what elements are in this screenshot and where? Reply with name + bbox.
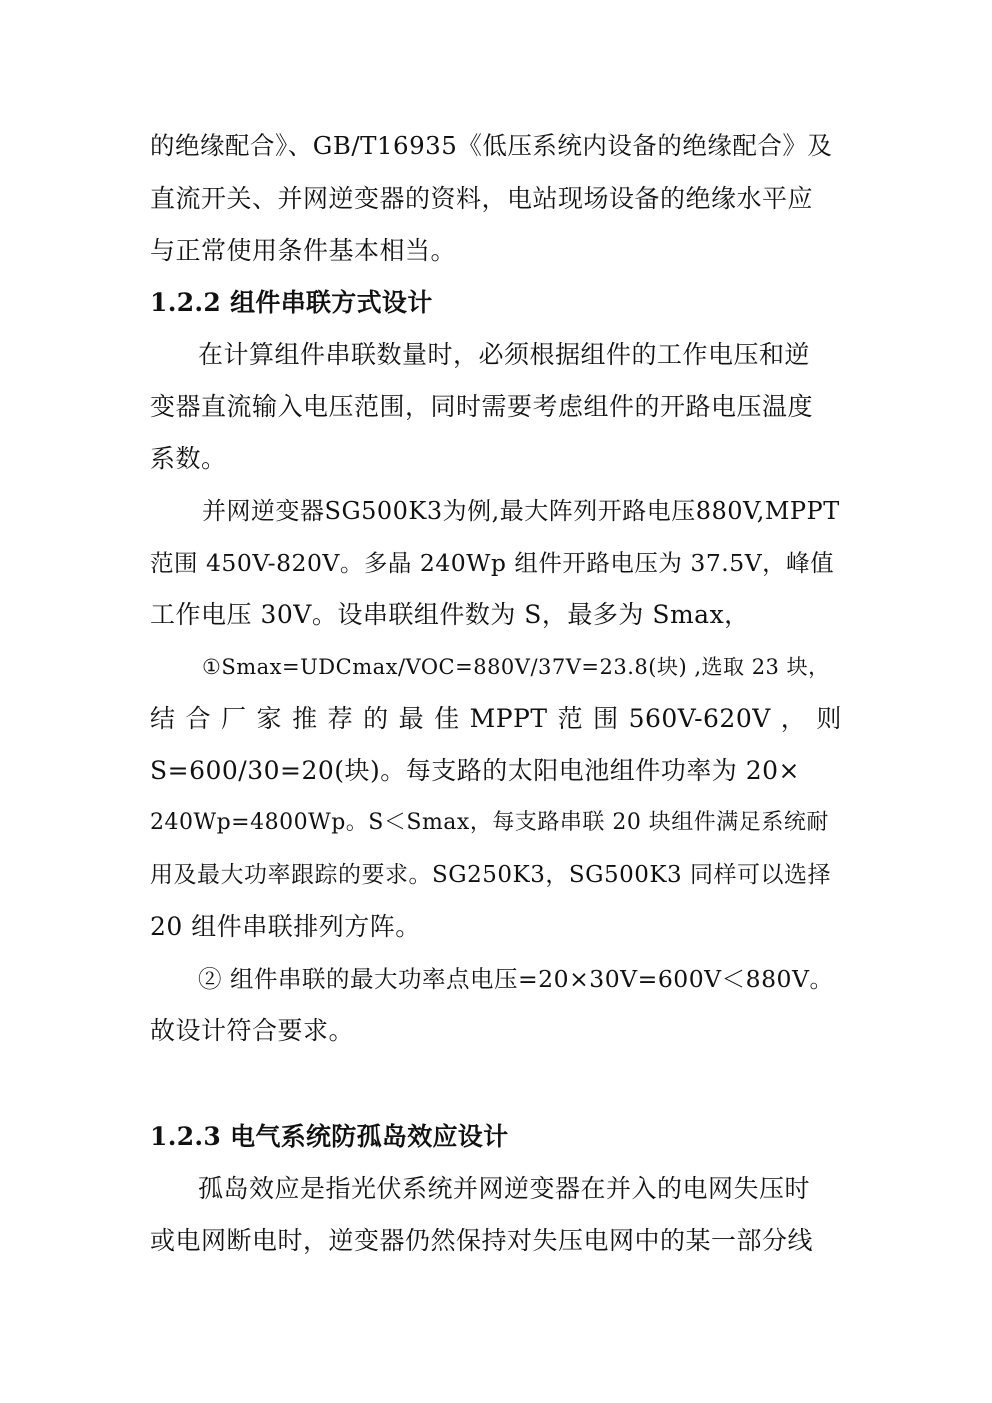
paragraph-line: 变器直流输入电压范围，同时需要考虑组件的开路电压温度 bbox=[150, 392, 814, 421]
word: 荐 bbox=[327, 704, 354, 733]
word: 560V-620V bbox=[628, 704, 771, 733]
paragraph-line: 与正常使用条件基本相当。 bbox=[150, 236, 457, 265]
word: 的 bbox=[363, 704, 389, 733]
paragraph-line: 系数。 bbox=[150, 444, 227, 473]
paragraph-line: 故设计符合要求。 bbox=[150, 1016, 355, 1045]
paragraph-line: 工作电压 30V。设串联组件数为 S，最多为 Smax， bbox=[150, 600, 750, 629]
paragraph-line: 并网逆变器SG500K3为例,最大阵列开路电压880V,MPPT bbox=[202, 497, 840, 525]
word: 范 bbox=[557, 704, 584, 733]
word: 结 bbox=[150, 704, 176, 733]
paragraph-line: ② 组件串联的最大功率点电压=20×30V=600V＜880V。 bbox=[198, 965, 834, 993]
word: 围 bbox=[593, 704, 619, 733]
word: 则 bbox=[816, 704, 842, 733]
word: 佳 bbox=[434, 704, 460, 733]
paragraph-line: 在计算组件串联数量时，必须根据组件的工作电压和逆 bbox=[198, 340, 811, 369]
word: ， bbox=[780, 704, 807, 733]
word: 推 bbox=[292, 704, 318, 733]
justified-line bbox=[150, 704, 842, 734]
paragraph-line: 直流开关、并网逆变器的资料，电站现场设备的绝缘水平应 bbox=[150, 184, 814, 213]
paragraph-line: S=600/30=20(块)。每支路的太阳电池组件功率为 20× bbox=[150, 756, 800, 785]
section-heading-1-2-2: 1.2.2 组件串联方式设计 bbox=[150, 288, 433, 317]
paragraph-line: 240Wp=4800Wp。S＜Smax，每支路串联 20 块组件满足系统耐 bbox=[150, 810, 829, 835]
paragraph-line: 20 组件串联排列方阵。 bbox=[150, 912, 421, 941]
word: MPPT bbox=[469, 704, 548, 733]
word: 厂 bbox=[221, 704, 247, 733]
paragraph-line: 用及最大功率跟踪的要求。SG250K3，SG500K3 同样可以选择 bbox=[150, 862, 832, 888]
word: 家 bbox=[256, 704, 283, 733]
paragraph-line: 范围 450V-820V。多晶 240Wp 组件开路电压为 37.5V，峰值 bbox=[150, 549, 835, 577]
section-heading-1-2-3: 1.2.3 电气系统防孤岛效应设计 bbox=[150, 1122, 509, 1151]
paragraph-line: ①Smax=UDCmax/VOC=880V/37V=23.8(块) ,选取 23 块， bbox=[202, 655, 830, 679]
word: 最 bbox=[398, 704, 425, 733]
paragraph-line: 或电网断电时，逆变器仍然保持对失压电网中的某一部分线 bbox=[150, 1226, 814, 1255]
paragraph-line: 孤岛效应是指光伏系统并网逆变器在并入的电网失压时 bbox=[198, 1174, 811, 1203]
paragraph-line: 的绝缘配合》、GB/T16935《低压系统内设备的绝缘配合》及 bbox=[150, 131, 833, 160]
word: 合 bbox=[185, 704, 212, 733]
